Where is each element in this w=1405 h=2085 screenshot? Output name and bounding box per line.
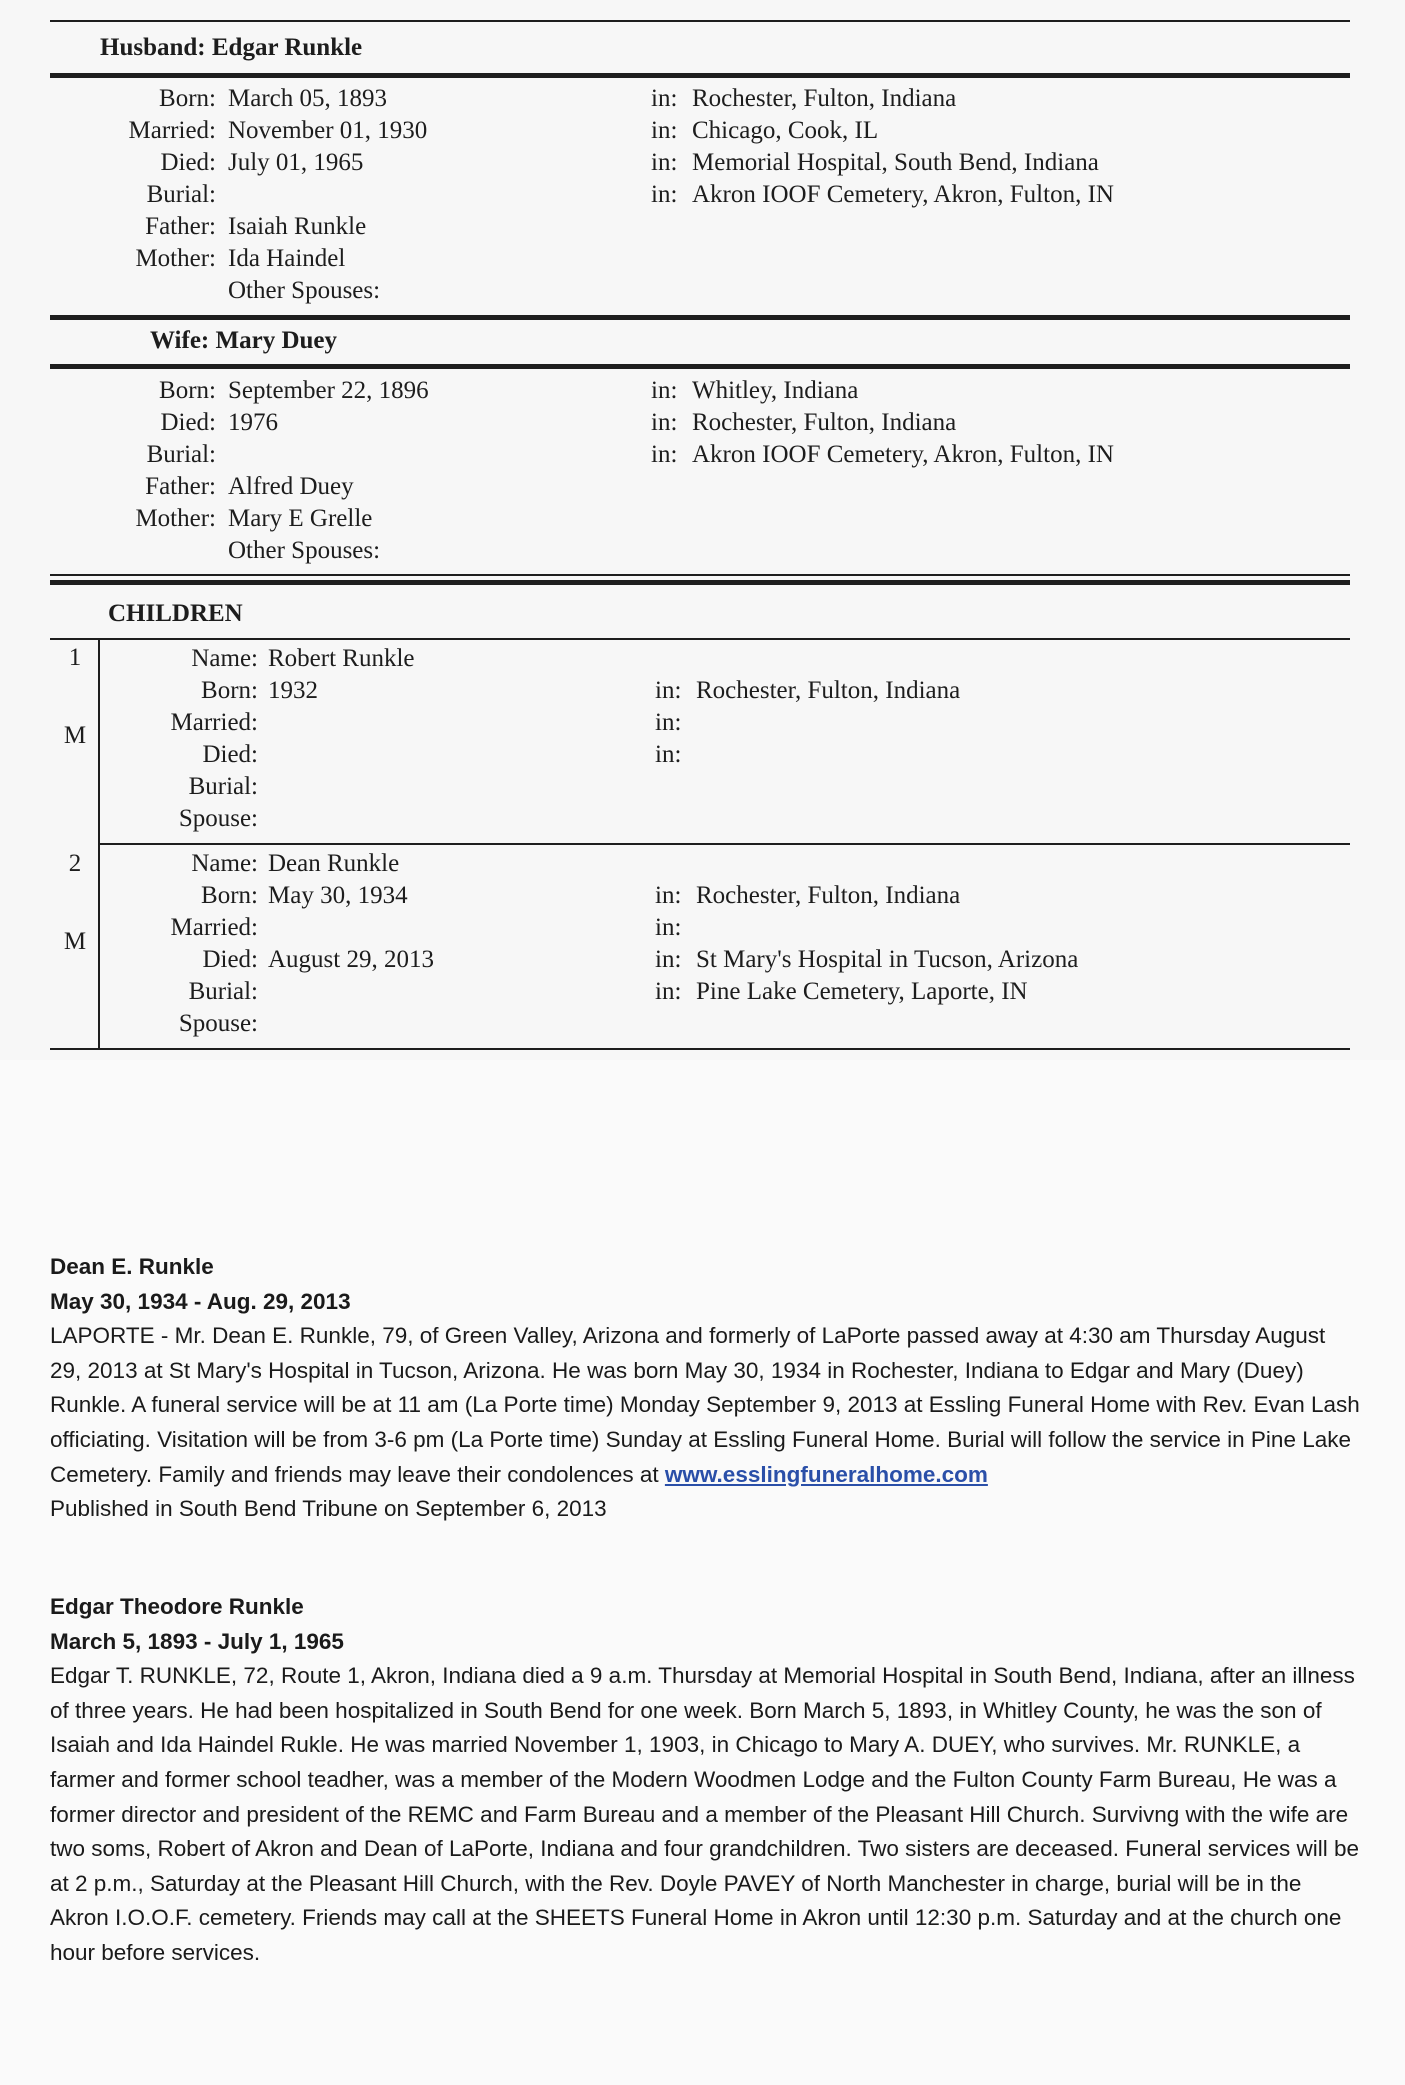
husband-father-row xyxy=(0,211,1405,243)
children-top-rule xyxy=(50,574,1350,576)
husband-rule xyxy=(50,73,1350,78)
place-value: Rochester, Fulton, Indiana xyxy=(696,677,961,704)
field-label: Father: xyxy=(145,213,216,240)
in-label: in: xyxy=(655,741,682,768)
top-rule xyxy=(50,20,1350,22)
place-value: Rochester, Fulton, Indiana xyxy=(692,85,957,112)
children-rule xyxy=(50,638,1350,640)
in-label: in: xyxy=(651,377,678,404)
field-label: Mother: xyxy=(135,245,216,272)
field-value: July 01, 1965 xyxy=(228,149,364,176)
wife-mother-row xyxy=(0,503,1405,535)
field-label: Died: xyxy=(202,946,258,973)
field-value: Ida Haindel xyxy=(228,245,346,272)
child-spouse-row xyxy=(0,1008,1405,1040)
field-label: Spouse: xyxy=(178,805,258,832)
in-label: in: xyxy=(655,882,682,909)
field-label: Married: xyxy=(170,709,258,736)
obituary-dates: March 5, 1893 - July 1, 1965 xyxy=(50,1628,344,1654)
in-label: in: xyxy=(655,677,682,704)
husband-died-row xyxy=(0,147,1405,179)
field-value: Isaiah Runkle xyxy=(228,213,367,240)
field-label: Died: xyxy=(160,149,216,176)
field-label: Burial: xyxy=(146,181,216,208)
in-label: in: xyxy=(655,914,682,941)
in-label: in: xyxy=(651,441,678,468)
field-label: Name: xyxy=(191,850,258,877)
field-value: March 05, 1893 xyxy=(228,85,387,112)
wife-born-row xyxy=(0,375,1405,407)
field-label: Father: xyxy=(145,473,216,500)
in-label: in: xyxy=(655,709,682,736)
husband-married-row xyxy=(0,115,1405,147)
field-label: Spouse: xyxy=(178,1010,258,1037)
in-label: in: xyxy=(655,946,682,973)
funeral-home-link[interactable]: www.esslingfuneralhome.com xyxy=(664,1461,988,1487)
field-value: May 30, 1934 xyxy=(268,882,408,909)
children-heading: CHILDREN xyxy=(108,600,243,627)
field-label: Burial: xyxy=(146,441,216,468)
obituary-dean xyxy=(50,1250,1360,1527)
field-label: Died: xyxy=(202,741,258,768)
in-label: in: xyxy=(651,117,678,144)
field-label: Born: xyxy=(201,677,258,704)
child-married-row xyxy=(0,912,1405,944)
in-label: in: xyxy=(651,181,678,208)
field-value: Alfred Duey xyxy=(228,473,354,500)
place-value: Rochester, Fulton, Indiana xyxy=(692,409,957,436)
wife-died-row xyxy=(0,407,1405,439)
place-value: St Mary's Hospital in Tucson, Arizona xyxy=(696,946,1079,973)
field-label: Mother: xyxy=(135,505,216,532)
in-label: in: xyxy=(655,978,682,1005)
in-label: in: xyxy=(651,409,678,436)
husband-label: Husband: xyxy=(100,34,206,61)
child-name-row xyxy=(0,848,1405,880)
children-bottom-rule xyxy=(50,1048,1350,1050)
place-value: Rochester, Fulton, Indiana xyxy=(696,882,961,909)
field-value: August 29, 2013 xyxy=(268,946,434,973)
child-sex: M xyxy=(63,928,87,955)
wife-burial-row xyxy=(0,439,1405,471)
child-died-row xyxy=(0,739,1405,771)
field-label: Born: xyxy=(159,85,216,112)
child-separator-rule xyxy=(98,843,1350,845)
obituary-edgar xyxy=(50,1590,1360,1971)
child-married-row xyxy=(0,707,1405,739)
wife-name: Mary Duey xyxy=(215,327,337,354)
husband-name: Edgar Runkle xyxy=(211,34,363,61)
field-value: Other Spouses: xyxy=(228,277,381,304)
place-value: Pine Lake Cemetery, Laporte, IN xyxy=(696,978,1028,1005)
child-name-row xyxy=(0,643,1405,675)
child-born-row xyxy=(0,880,1405,912)
child-burial-row xyxy=(0,976,1405,1008)
husband-born-row xyxy=(0,83,1405,115)
obituary-body: Edgar T. RUNKLE, 72, Route 1, Akron, Indiana died a 9 a.m. Thursday at Memorial Hospital in South Bend, Indiana, after an illness of three years. He had been hospitalized in South Bend for one week. Born March 5, 1893, in Whitley County, he was the son of Isaiah and Ida Haindel Rukle. He was married November 1, 1903, in Chicago to Mary A. DUEY, who survives. Mr. RUNKLE, a farmer and former school teadher, was a member of the Modern Woodmen Lodge and the Fulton County Farm Bureau, He was a former director and president of the REMC and Farm Bureau and a member of the Pleasant Hill Church. Survivng with the wife are two soms, Robert of Akron and Dean of LaPorte, Indiana and four grandchildren. Two sisters are deceased. Funeral services will be at 2 p.m., Saturday at the Pleasant Hill Church, with the Rev. Doyle PAVEY of North Manchester in charge, burial will be in the Akron I.O.O.F. cemetery. Friends may call at the SHEETS Funeral Home in Akron until 12:30 p.m. Saturday and at the church one hour before services. xyxy=(50,1663,1360,1965)
field-label: Died: xyxy=(160,409,216,436)
place-value: Akron IOOF Cemetery, Akron, Fulton, IN xyxy=(692,181,1114,208)
wife-father-row xyxy=(0,471,1405,503)
children-double-rule xyxy=(50,580,1350,585)
husband-header xyxy=(100,34,362,62)
husband-mother-row xyxy=(0,243,1405,275)
field-value: Robert Runkle xyxy=(268,645,415,672)
field-label: Born: xyxy=(201,882,258,909)
field-label: Name: xyxy=(191,645,258,672)
child-number: 1 xyxy=(68,644,82,671)
child-number: 2 xyxy=(68,850,82,877)
field-label: Married: xyxy=(170,914,258,941)
husband-other-spouses-row xyxy=(0,275,1405,307)
field-label: Married: xyxy=(128,117,216,144)
place-value: Memorial Hospital, South Bend, Indiana xyxy=(692,149,1099,176)
field-label: Born: xyxy=(159,377,216,404)
husband-burial-row xyxy=(0,179,1405,211)
child-burial-row xyxy=(0,771,1405,803)
child-spouse-row xyxy=(0,803,1405,835)
in-label: in: xyxy=(651,149,678,176)
field-label: Burial: xyxy=(188,773,258,800)
child-born-row xyxy=(0,675,1405,707)
wife-top-rule xyxy=(50,315,1350,320)
wife-label: Wife: xyxy=(150,327,210,354)
field-value: September 22, 1896 xyxy=(228,377,429,404)
obituary-name: Edgar Theodore Runkle xyxy=(50,1594,304,1619)
field-value: November 01, 1930 xyxy=(228,117,428,144)
field-label: Burial: xyxy=(188,978,258,1005)
field-value: Mary E Grelle xyxy=(228,505,373,532)
obituary-published: Published in South Bend Tribune on September 6, 2013 xyxy=(50,1496,607,1522)
child-sex: M xyxy=(63,722,87,749)
place-value: Chicago, Cook, IL xyxy=(692,117,879,144)
obituary-name: Dean E. Runkle xyxy=(50,1254,214,1279)
field-value: 1932 xyxy=(268,677,318,704)
wife-other-spouses-row xyxy=(0,535,1405,567)
wife-rule xyxy=(50,364,1350,369)
obituary-text: LAPORTE - Mr. Dean E. Runkle, 79, of Green Valley, Arizona and formerly of LaPorte passed away at 4:30 am Thursday August 29, 2013 at St Mary's Hospital in Tucson, Arizona. He was born May 30, 1934 in Rochester, Indiana to Edgar and Mary (Duey) Runkle. A funeral service will be at 11 am (La Porte time) Monday September 9, 2013 at Essling Funeral Home with Rev. Evan Lash officiating. Visitation will be from 3-6 pm (La Porte time) Sunday at Essling Funeral Home. Burial will follow the service in Pine Lake Cemetery. Family and friends may leave their condolences at xyxy=(50,1323,1360,1487)
field-value: 1976 xyxy=(228,409,278,436)
in-label: in: xyxy=(651,85,678,112)
place-value: Akron IOOF Cemetery, Akron, Fulton, IN xyxy=(692,441,1114,468)
obituary-body xyxy=(50,1319,1360,1492)
wife-header xyxy=(150,327,337,355)
field-value: Dean Runkle xyxy=(268,850,400,877)
field-value: Other Spouses: xyxy=(228,537,381,564)
place-value: Whitley, Indiana xyxy=(692,377,859,404)
child-died-row xyxy=(0,944,1405,976)
obituary-dates: May 30, 1934 - Aug. 29, 2013 xyxy=(50,1288,351,1314)
